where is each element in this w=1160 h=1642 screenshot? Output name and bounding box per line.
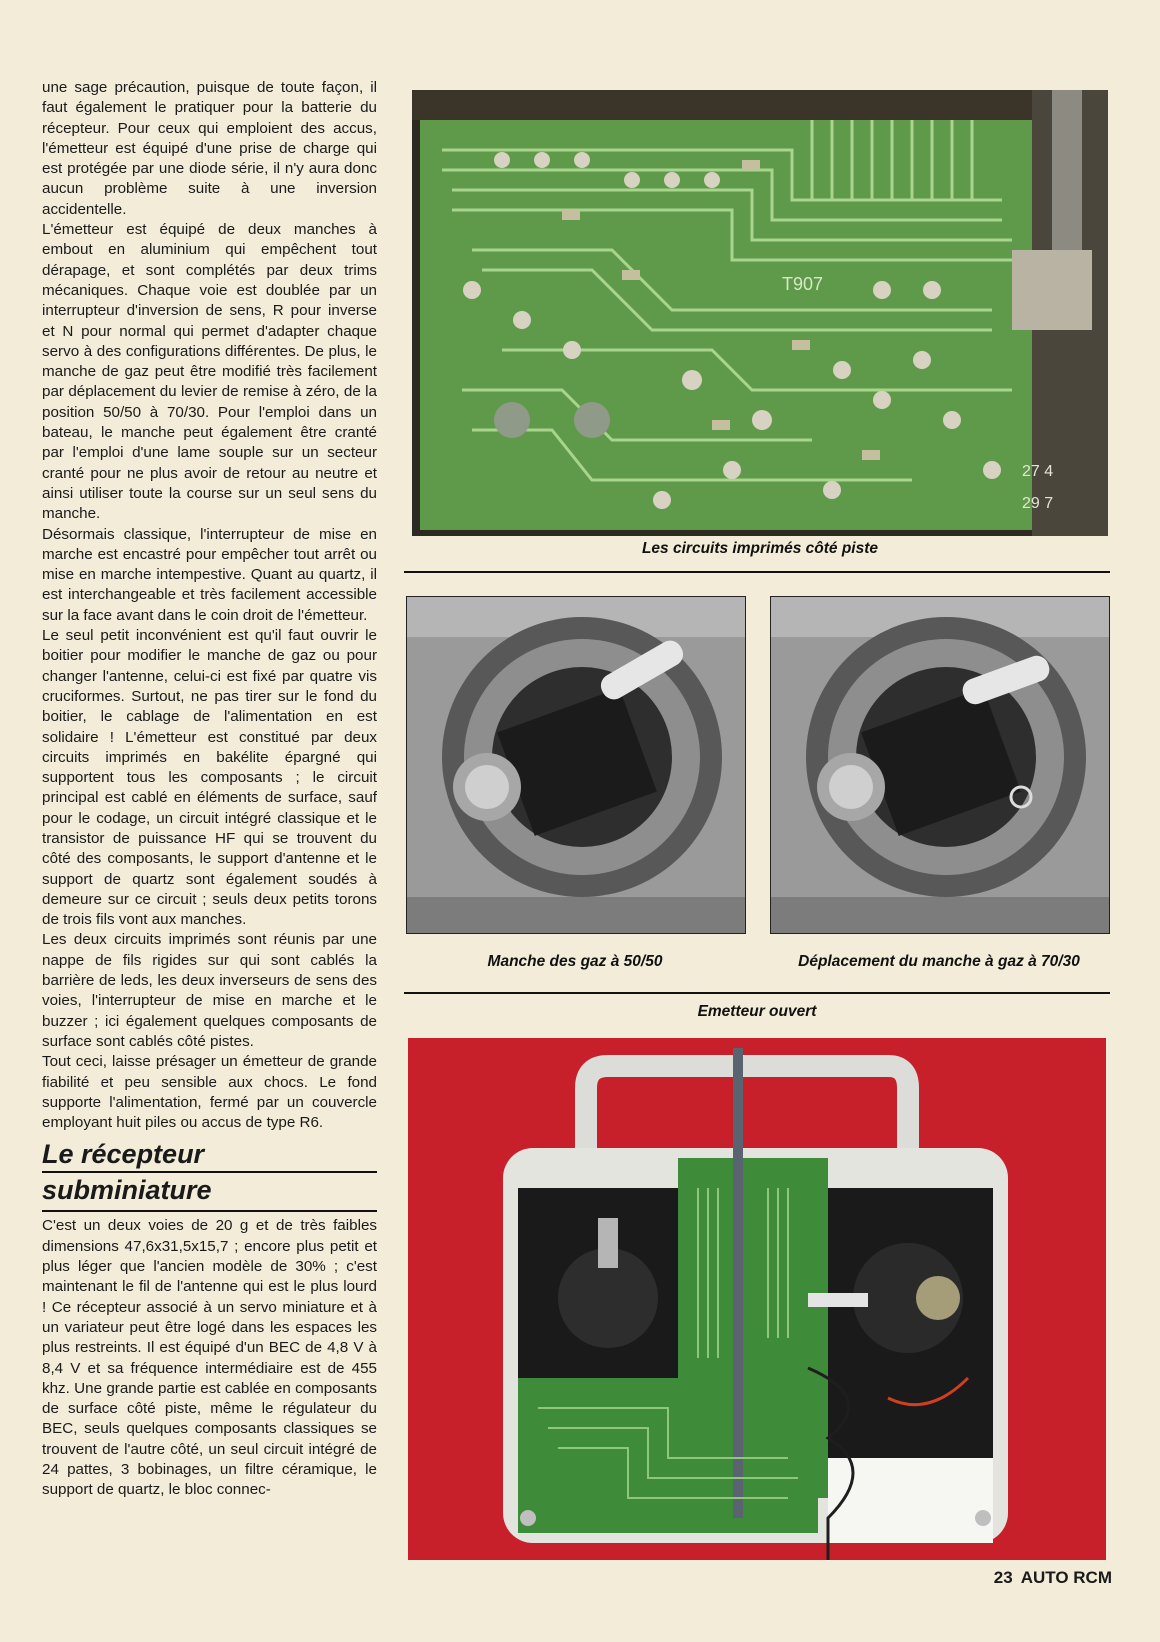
paragraph: L'émetteur est équipé de deux manches à embout en aluminium qui empêchent tout dérapage, et sont complétés par deux trims mécaniques. Chaque voie est doublée par un interrupteur d'inversion de sens, R pour inverse et N pour normal qui permet d'adapter chaque servo à des configurations différentes. De plus, le manche de gaz peut être modifié très facilement par déplacement du levier de remise à zéro, de la position 50/50 à 70/30. Pour l'emploi dans un bateau, le manche peut également être cranté par l'emploi d'une lame souple sur un secteur cranté pour ne plus avoir de retour au neutre et ainsi utiliser toute la course sur un seul sens du manche. [42, 221, 377, 523]
section-heading-line2: subminiature [42, 1175, 212, 1206]
pcb-label-num2: 29 7 [1022, 495, 1054, 512]
divider [404, 992, 1110, 994]
page-number: 23 [993, 1568, 1013, 1587]
magazine-name: AUTO RCM [1020, 1568, 1112, 1587]
paragraph: Les deux circuits imprimés sont réunis par une nappe de fils rigides sur qui sont cablés la barrière de leds, les deux inverseurs de sens des voies, l'interrupteur de mise en marche et le buzzer ; ici également quelques composants de surface sont cablés côté pistes. [42, 931, 377, 1050]
caption-stick-5050: Manche des gaz à 50/50 [487, 953, 663, 970]
stick-7030-photo [770, 596, 1110, 934]
pcb-label-num1: 27 4 [1022, 463, 1054, 480]
paragraph: Tout ceci, laisse présager un émetteur de grande fiabilité et peu sensible aux chocs. Le fond supporte l'alimentation, fermé par un couvercle employant huit piles ou accus de type R6. [42, 1053, 377, 1132]
pcb-label-t907: T907 [782, 274, 824, 294]
section-heading [42, 1139, 377, 1212]
paragraph: Le seul petit inconvénient est qu'il faut ouvrir le boitier pour modifier le manche de gaz ou pour changer l'antenne, celui-ci est fixé par quatre vis cruciformes. Surtout, ne pas tirer sur le fond du boitier, le cablage de l'alimentation en est solidaire ! L'émetteur est constitué par deux circuits imprimés en bakélite épargné qui supportent tous les composants ; le circuit principal est cablé en éléments de surface, sauf pour le codage, un circuit intégré classique et le transistor de puissance HF qui se trouvent du côté des composants, le support d'antenne et le support de quartz sont également soudés à demeure sur ce circuit ; seuls deux petits torons de trois fils vont aux manches. [42, 627, 377, 929]
paragraph: une sage précaution, puisque de toute façon, il faut également le pratiquer pour la batterie du récepteur. Pour ceux qui emploient des accus, l'émetteur est équipé d'une prise de charge qui est protégée par une diode série, il n'y aura donc aucun problème suite à une inversion accidentelle. [42, 79, 377, 218]
page-footer [994, 1568, 1112, 1588]
paragraph: C'est un deux voies de 20 g et de très faibles dimensions 47,6x31,5x15,7 ; encore plus petit et plus léger que l'ancien modèle de 30% ; c'est maintenant le fil de l'antenne qui est le plus lourd ! Ce récepteur associé à un servo miniature et à un variateur peut être logé dans les espaces les plus restreints. Il est équipé d'un BEC de 4,8 V à 8,4 V et sa fréquence intermédiaire est de 455 khz. Une grande partie est cablée en composants de surface côté piste, même le régulateur du BEC, seuls quelques composants classiques se trouvent de l'autre côté, un seul circuit intégré de 24 pattes, 3 bobinages, un filtre céramique, le support de quartz, le bloc connec- [42, 1217, 377, 1499]
caption-open-tx: Emetteur ouvert [697, 1003, 817, 1020]
stick-5050-photo [406, 596, 746, 934]
caption-pcb: Les circuits imprimés côté piste [641, 540, 879, 557]
open-transmitter-photo [408, 1038, 1106, 1560]
divider [404, 571, 1110, 573]
article-text-column [42, 78, 377, 1501]
paragraph: Désormais classique, l'interrupteur de mise en marche est encastré pour empêcher tout arrêt ou mise en marche intempestive. Quant au quartz, il est interchangeable et très facilement accessible sur la face avant dans le coin droit de l'émetteur. [42, 525, 377, 624]
pcb-photo [412, 90, 1108, 536]
caption-stick-7030: Déplacement du manche à gaz à 70/30 [798, 953, 1080, 970]
section-heading-line1: Le récepteur [42, 1139, 377, 1173]
